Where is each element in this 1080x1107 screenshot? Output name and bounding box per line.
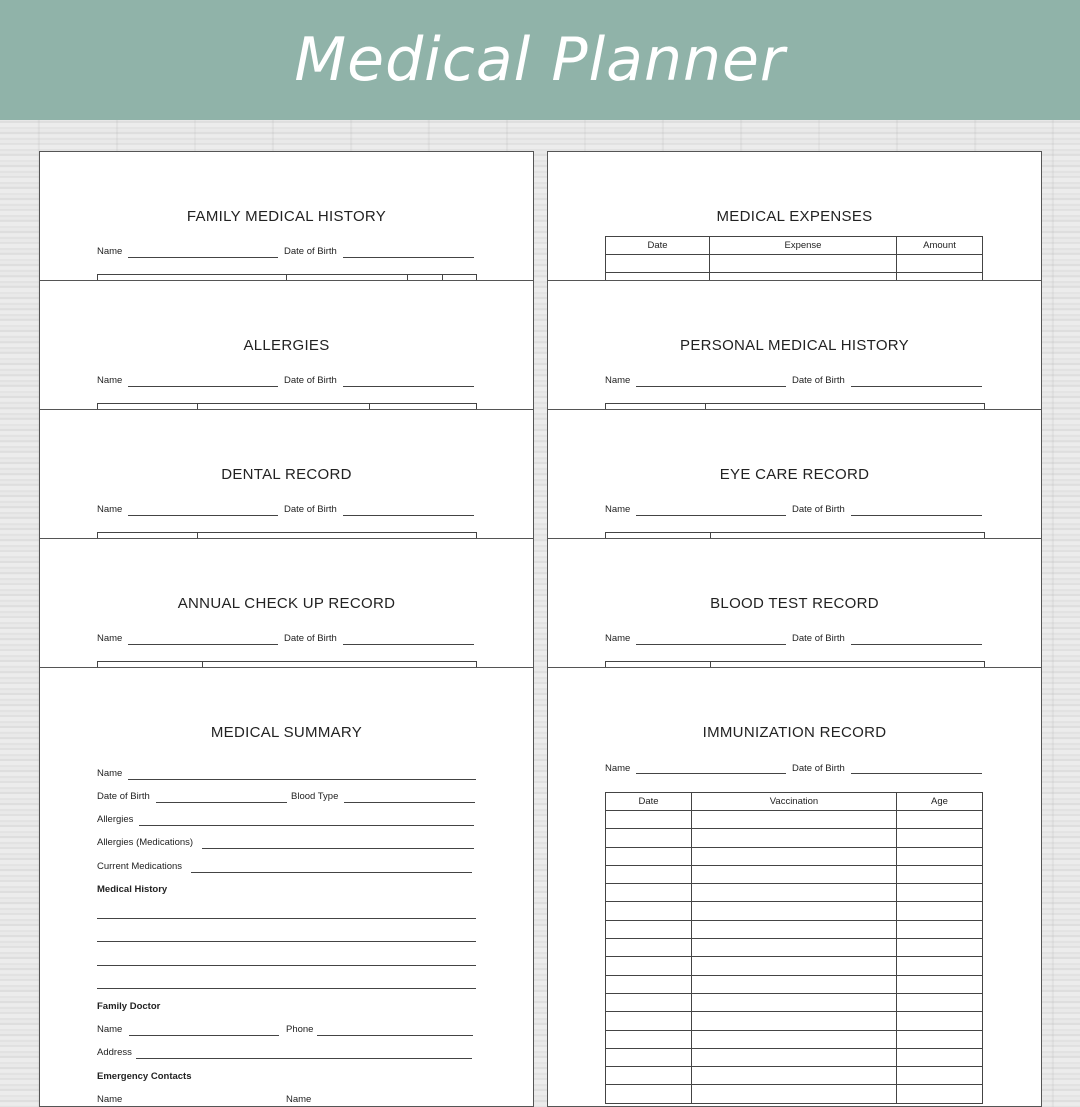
table-cell[interactable]	[606, 975, 692, 993]
immunization-table	[605, 792, 983, 1104]
table-cell[interactable]	[692, 865, 897, 883]
page-title: IMMUNIZATION RECORD	[702, 724, 887, 741]
table-row[interactable]	[606, 829, 983, 847]
table-cell[interactable]	[606, 884, 692, 902]
page-immunization-record[interactable]	[547, 667, 1042, 1107]
table-cell[interactable]	[606, 939, 692, 957]
page-annual-check-up-record[interactable]	[39, 538, 534, 668]
name-line	[128, 386, 278, 387]
history-line	[97, 918, 476, 919]
table-row[interactable]	[606, 1067, 983, 1085]
name-label: Name	[605, 633, 631, 644]
page-title: ALLERGIES	[243, 337, 330, 354]
table-cell[interactable]	[606, 865, 692, 883]
page-eye-care-record[interactable]	[547, 409, 1042, 539]
page-dental-record[interactable]	[39, 409, 534, 539]
emergency-name-label: Name	[97, 1094, 123, 1105]
name-label: Name	[97, 768, 123, 779]
history-line	[97, 941, 476, 942]
dob-line	[343, 644, 474, 645]
allergies-medications-line	[202, 848, 474, 849]
column-header: Age	[897, 793, 983, 811]
table-row[interactable]	[606, 811, 983, 829]
table-cell[interactable]	[692, 1012, 897, 1030]
table-row[interactable]	[606, 1012, 983, 1030]
table-row[interactable]	[606, 255, 983, 273]
name-label: Name	[605, 375, 631, 386]
table-row[interactable]	[606, 1030, 983, 1048]
dob-line	[343, 257, 474, 258]
blood-type-label: Blood Type	[291, 791, 339, 802]
allergies-line	[139, 825, 474, 826]
table-cell[interactable]	[606, 920, 692, 938]
family-doctor-heading: Family Doctor	[97, 1001, 161, 1012]
table-cell[interactable]	[692, 1048, 897, 1066]
dob-label: Date of Birth	[284, 246, 337, 257]
table-row[interactable]	[606, 993, 983, 1011]
doctor-name-line	[129, 1035, 279, 1036]
table-cell[interactable]	[692, 811, 897, 829]
page-medical-expenses[interactable]	[547, 151, 1042, 281]
dob-label: Date of Birth	[97, 791, 150, 802]
table-cell[interactable]	[897, 975, 983, 993]
table-cell[interactable]	[897, 939, 983, 957]
column-header: Vaccination	[692, 793, 897, 811]
table-row[interactable]	[606, 902, 983, 920]
name-label: Name	[97, 633, 123, 644]
phone-label: Phone	[286, 1024, 314, 1035]
emergency-name-label: Name	[286, 1094, 312, 1105]
dob-line	[851, 773, 982, 774]
table-cell[interactable]	[606, 993, 692, 1011]
table-cell[interactable]	[606, 1085, 692, 1103]
expenses-table	[605, 236, 983, 281]
table-cell[interactable]	[692, 847, 897, 865]
table-cell[interactable]	[897, 1048, 983, 1066]
name-line	[128, 515, 278, 516]
blood-type-line	[344, 802, 475, 803]
table-cell[interactable]	[897, 957, 983, 975]
page-title: EYE CARE RECORD	[719, 466, 870, 483]
name-line	[636, 644, 786, 645]
dob-line	[156, 802, 287, 803]
table-cell[interactable]	[692, 975, 897, 993]
table-cell[interactable]	[897, 902, 983, 920]
current-medications-label: Current Medications	[97, 861, 183, 872]
table-row[interactable]	[606, 957, 983, 975]
page-allergies[interactable]	[39, 280, 534, 410]
dob-line	[343, 515, 474, 516]
table-row[interactable]	[606, 884, 983, 902]
table-cell[interactable]	[606, 1030, 692, 1048]
table-cell[interactable]	[692, 1067, 897, 1085]
table-cell[interactable]	[606, 829, 692, 847]
allergies-medications-label: Allergies (Medications)	[97, 837, 194, 848]
page-title: BLOOD TEST RECORD	[710, 595, 879, 612]
table-cell[interactable]	[692, 884, 897, 902]
column-header: Expense	[710, 237, 897, 255]
dob-label: Date of Birth	[792, 504, 845, 515]
page-title: FAMILY MEDICAL HISTORY	[186, 208, 387, 225]
table-row[interactable]	[606, 920, 983, 938]
table-row[interactable]	[606, 1085, 983, 1103]
table-cell[interactable]	[692, 829, 897, 847]
allergies-label: Allergies	[97, 814, 134, 825]
table-cell[interactable]	[692, 1085, 897, 1103]
table-cell[interactable]	[606, 1012, 692, 1030]
table-cell[interactable]	[692, 920, 897, 938]
dob-label: Date of Birth	[792, 375, 845, 386]
name-line	[636, 386, 786, 387]
banner-title: Medical Planner	[294, 25, 786, 95]
history-line	[97, 965, 476, 966]
table-row[interactable]	[606, 1048, 983, 1066]
name-label: Name	[605, 504, 631, 515]
column-header: Amount	[897, 237, 983, 255]
table-cell[interactable]	[897, 1067, 983, 1085]
table-cell[interactable]	[897, 829, 983, 847]
page-title: MEDICAL EXPENSES	[716, 208, 873, 225]
history-line	[97, 988, 476, 989]
name-label: Name	[97, 375, 123, 386]
name-line	[128, 779, 476, 780]
dob-label: Date of Birth	[792, 763, 845, 774]
dob-line	[343, 386, 474, 387]
table-cell[interactable]	[897, 811, 983, 829]
phone-line	[317, 1035, 473, 1036]
page-medical-summary[interactable]	[39, 667, 534, 1107]
table-cell[interactable]	[692, 902, 897, 920]
table-row[interactable]	[606, 975, 983, 993]
doctor-name-label: Name	[97, 1024, 123, 1035]
table-cell[interactable]	[897, 1012, 983, 1030]
page-title: PERSONAL MEDICAL HISTORY	[680, 337, 909, 354]
table-cell[interactable]	[897, 1030, 983, 1048]
dob-line	[851, 386, 982, 387]
table-cell[interactable]	[606, 1048, 692, 1066]
table-cell[interactable]	[606, 902, 692, 920]
name-label: Name	[605, 763, 631, 774]
page-personal-medical-history[interactable]	[547, 280, 1042, 410]
table-row[interactable]	[606, 939, 983, 957]
table-cell[interactable]	[606, 811, 692, 829]
table-cell[interactable]	[897, 865, 983, 883]
table-row[interactable]	[606, 847, 983, 865]
address-label: Address	[97, 1047, 132, 1058]
name-line	[128, 644, 278, 645]
column-header: Date	[606, 793, 692, 811]
name-label: Name	[97, 246, 123, 257]
page-blood-test-record[interactable]	[547, 538, 1042, 668]
table-row[interactable]	[606, 865, 983, 883]
emergency-contacts-heading: Emergency Contacts	[97, 1071, 192, 1082]
name-label: Name	[97, 504, 123, 515]
dob-label: Date of Birth	[284, 375, 337, 386]
table-cell[interactable]	[606, 957, 692, 975]
page-title: ANNUAL CHECK UP RECORD	[177, 595, 396, 612]
name-line	[636, 515, 786, 516]
page-family-medical-history[interactable]	[39, 151, 534, 281]
header-banner	[0, 0, 1080, 120]
table-cell[interactable]	[692, 957, 897, 975]
page-title: DENTAL RECORD	[221, 466, 352, 483]
dob-line	[851, 515, 982, 516]
dob-label: Date of Birth	[792, 633, 845, 644]
name-line	[128, 257, 278, 258]
current-medications-line	[191, 872, 472, 873]
page-title: MEDICAL SUMMARY	[210, 724, 363, 741]
dob-line	[851, 644, 982, 645]
table-cell[interactable]	[897, 920, 983, 938]
table-cell[interactable]	[692, 993, 897, 1011]
dob-label: Date of Birth	[284, 633, 337, 644]
table-cell[interactable]	[897, 1085, 983, 1103]
dob-label: Date of Birth	[284, 504, 337, 515]
table-cell[interactable]	[692, 1030, 897, 1048]
table-cell[interactable]	[897, 993, 983, 1011]
table-cell[interactable]	[606, 847, 692, 865]
name-line	[636, 773, 786, 774]
address-line	[136, 1058, 472, 1059]
medical-history-heading: Medical History	[97, 884, 168, 895]
table-cell[interactable]	[897, 884, 983, 902]
column-header: Date	[606, 237, 710, 255]
table-cell[interactable]	[606, 1067, 692, 1085]
table-cell[interactable]	[692, 939, 897, 957]
table-cell[interactable]	[897, 847, 983, 865]
